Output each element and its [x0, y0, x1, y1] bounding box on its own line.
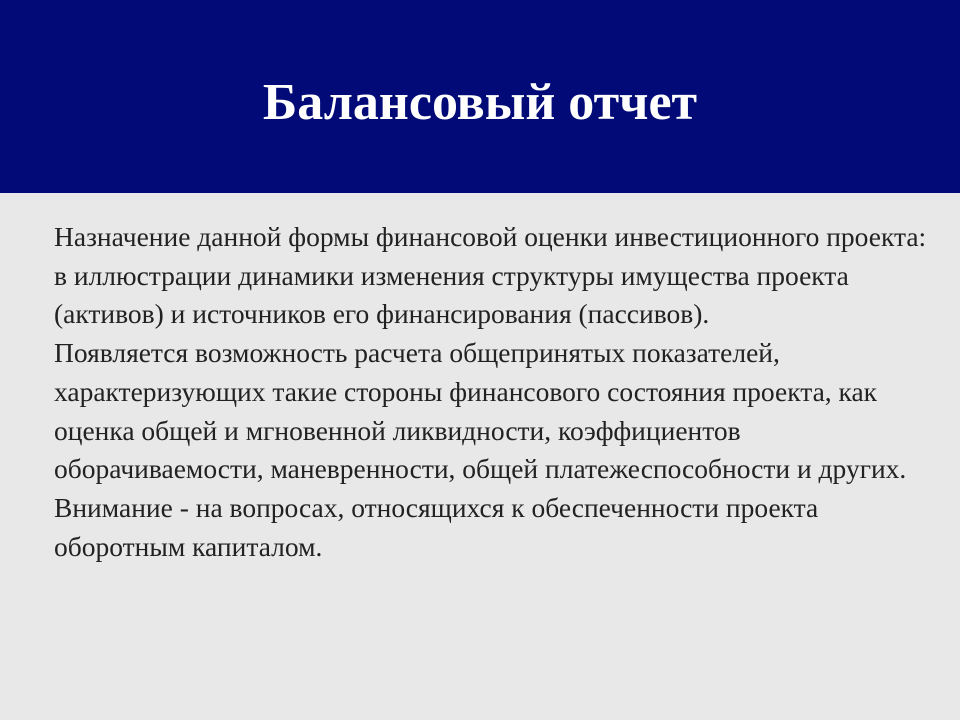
slide-body	[54, 218, 934, 566]
paragraph-indicators: Появляется возможность расчета общепринятых показателей, характеризующих такие стороны финансового состояния проекта, как оценка общей и мгновенной ликвидности, коэффициентов оборачиваемости, маневренности, общей платежеспособности и других.	[54, 337, 907, 485]
slide-title: Балансовый отчет	[262, 74, 698, 131]
title-banner	[0, 0, 960, 193]
paragraph-purpose: Назначение данной формы финансовой оценки инвестиционного проекта:	[54, 221, 927, 252]
paragraph-illustration: в иллюстрации динамики изменения структуры имущества проекта (активов) и источников его финансирования (пассивов).	[54, 259, 849, 330]
paragraph-attention: Внимание - на вопросах, относящихся к обеспеченности проекта оборотным капиталом.	[54, 491, 819, 562]
